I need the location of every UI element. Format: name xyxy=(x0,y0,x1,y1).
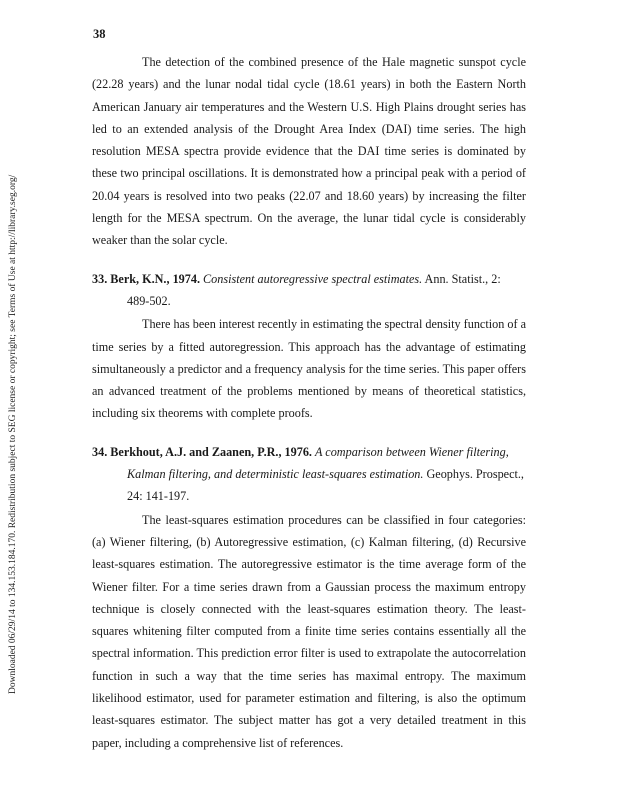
entry-abstract: The least-squares estimation procedures can be classified in four categories: (a) Wiener filtering, (b) Autoregressive estimation, (c) Kalman filtering, (d) Recursive least-squares estimation. The autoregressive estimator is the time average form of the Wiener filter. For a time series drawn from a Gaussian process the maximum entropy technique is closely connected with the least-squares estimation theory. The least-squares whitening filter computed from a finite time series contains essentially all the spectral information. This prediction error filter is used to extrapolate the autocorrelation function in such a way that the time series has maximal entropy. The maximum likelihood estimator, used for parameter estimation and filtering, is also the optimum least-squares estimator. The subject matter has got a very detailed treatment in this paper, including a comprehensive list of references. xyxy=(92,512,526,750)
entry-title: Consistent autoregressive spectral estimates. xyxy=(203,271,423,286)
citation xyxy=(92,441,526,508)
entry-source: Geophys. Prospect., 24: 141-197. xyxy=(127,467,524,504)
entry-abstract: There has been interest recently in estimating the spectral density function of a time series by a fitted autoregression. This approach has the advantage of estimating simultaneously a predictor and a frequency analysis for the time series. This paper offers an advanced treatment of the problems mentioned by means of theoretical statistics, including six theorems with complete proofs. xyxy=(92,317,526,421)
entry-authors: Berkhout, A.J. and Zaanen, P.R., 1976. xyxy=(110,444,312,459)
page-number: 38 xyxy=(93,27,106,41)
page-content xyxy=(92,51,526,754)
entry-source: Ann. Statist., 2: 489-502. xyxy=(127,271,501,308)
intro-paragraph: The detection of the combined presence of the Hale magnetic sunspot cycle (22.28 years) and the lunar nodal tidal cycle (18.61 years) in both the Eastern North American January air temperatures and the Western U.S. High Plains drought series has led to an extended analysis of the Drought Area Index (DAI) time series. The high resolution MESA spectra provide evidence that the DAI time series is dominated by these two principal oscillations. It is demonstrated how a principal peak with a period of 20.04 years is resolved into two peaks (22.07 and 18.60 years) by increasing the filter length for the MESA spectrum. On the average, the lunar tidal cycle is considerably weaker than the solar cycle. xyxy=(92,55,526,248)
download-notice: Downloaded 06/29/14 to 134.153.184.170. Redistribution subject to SEG license or copyright; see Terms of Use at http://library.seg.org/ xyxy=(8,174,18,694)
entry-number: 34. xyxy=(92,444,108,459)
reference-entry-33 xyxy=(92,268,526,425)
entry-number: 33. xyxy=(92,271,108,286)
reference-entry-34 xyxy=(92,441,526,754)
citation xyxy=(92,268,526,313)
entry-title: A comparison between Wiener filtering, Kalman filtering, and deterministic least-squares estimation. xyxy=(127,444,509,482)
entry-authors: Berk, K.N., 1974. xyxy=(110,271,200,286)
